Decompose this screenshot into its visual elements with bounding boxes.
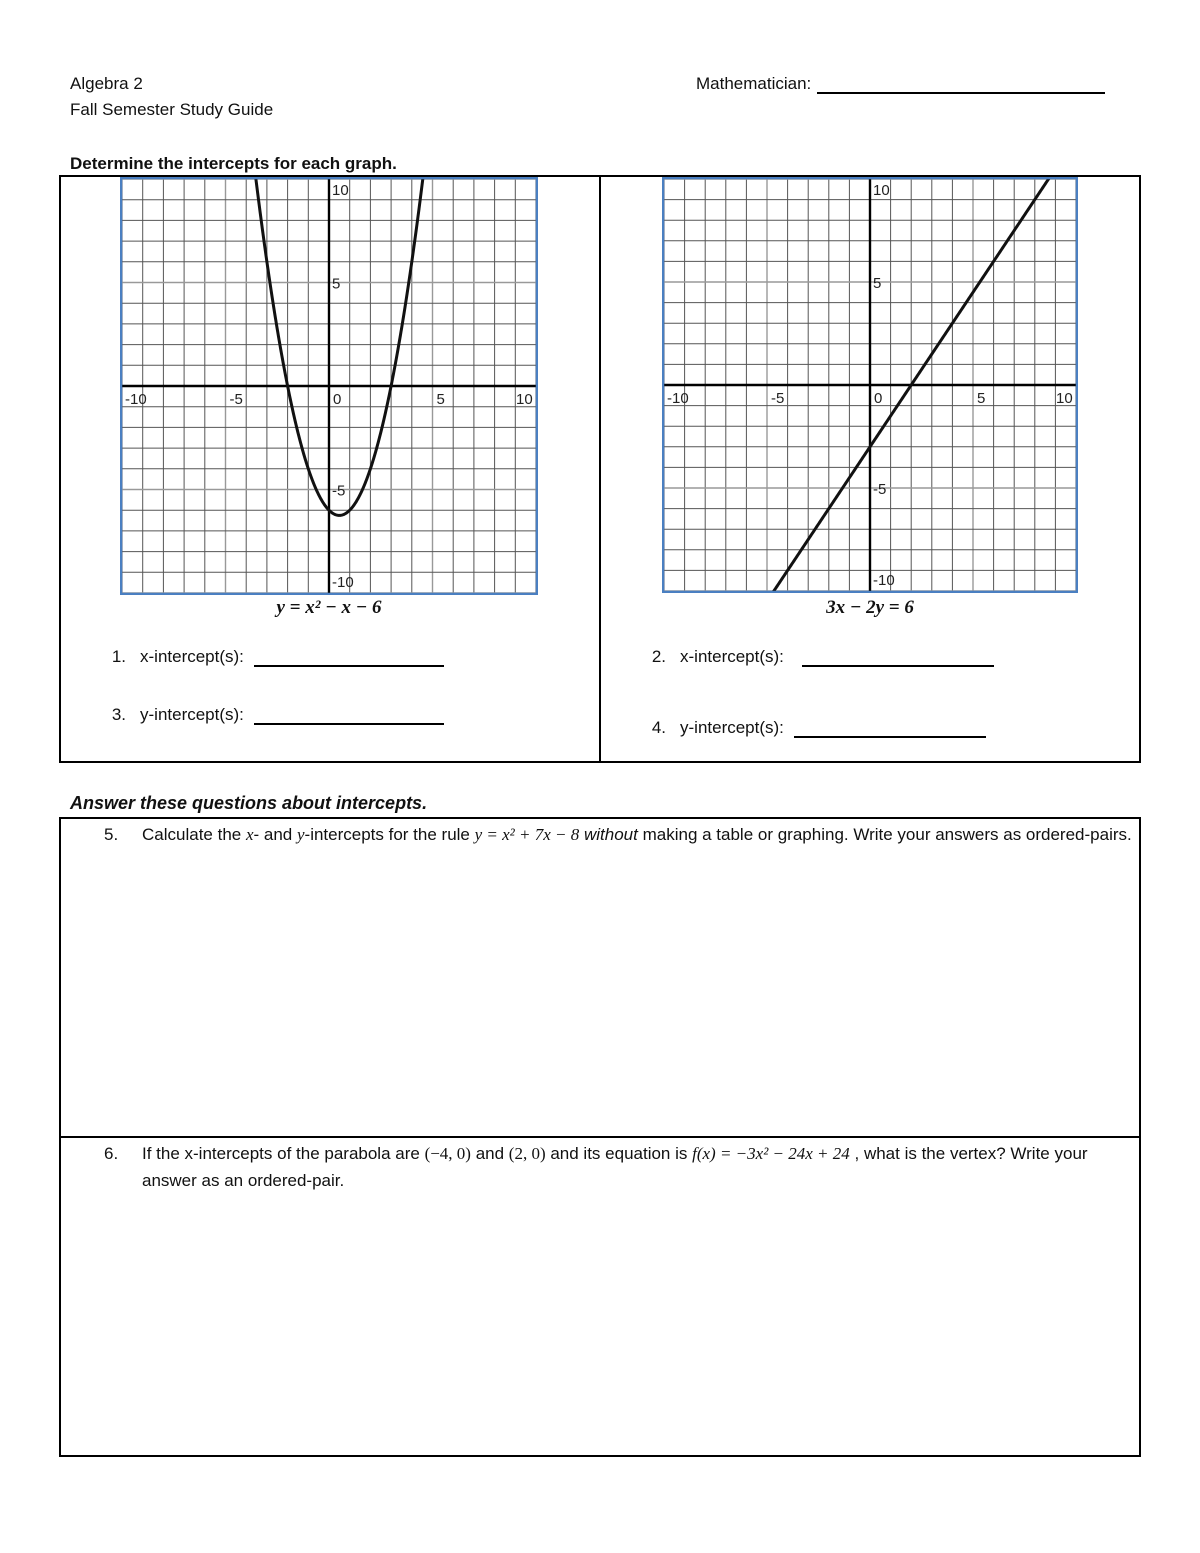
question-1 <box>88 647 444 667</box>
q6-text-part: If the x-intercepts of the parabola are <box>142 1144 425 1163</box>
y-tick-label: -10 <box>873 572 895 589</box>
q5-text-part: - and <box>253 825 297 844</box>
question-number: 4. <box>651 718 666 737</box>
q6-equation: f(x) = −3x² − 24x + 24 <box>692 1144 850 1163</box>
q5-text-part: making a table or graphing. Write your answers as ordered-pairs. <box>637 825 1132 844</box>
question-3 <box>88 705 444 725</box>
answer-blank-1[interactable] <box>254 647 444 667</box>
q5-rule: y = x² + 7x − 8 <box>474 825 580 844</box>
graph-parabola <box>120 177 538 595</box>
y-tick-label: 10 <box>332 182 349 199</box>
section2-title: Answer these questions about intercepts. <box>70 793 428 813</box>
table-divider <box>599 175 601 763</box>
q6-text-part: , what is the vertex? Write your answer as an ordered-pair. <box>142 1144 1088 1190</box>
name-blank[interactable] <box>817 74 1105 94</box>
table-row-divider <box>59 1136 1141 1138</box>
y-tick-label: -10 <box>332 574 354 591</box>
y-tick-label: 10 <box>873 182 890 199</box>
question-number: 2. <box>651 647 666 666</box>
q5-text-part: -intercepts for the rule <box>304 825 475 844</box>
question-4 <box>628 718 986 738</box>
question-number: 1. <box>111 647 126 666</box>
x-tick-label: -10 <box>667 390 689 407</box>
question-label: x-intercept(s): <box>140 647 244 666</box>
section1-title: Determine the intercepts for each graph. <box>70 154 397 173</box>
question-6-number: 6. <box>104 1144 119 1163</box>
answer-blank-2[interactable] <box>802 647 994 667</box>
question-5-number: 5. <box>104 825 119 844</box>
x-tick-label: 0 <box>333 391 342 408</box>
graph-line <box>662 177 1078 593</box>
question-label: x-intercept(s): <box>680 647 784 666</box>
q6-point-2: (2, 0) <box>508 1144 546 1163</box>
q5-text-part: Calculate the <box>142 825 246 844</box>
graph2-equation: 3x − 2y = 6 <box>826 597 914 618</box>
x-tick-label: -5 <box>229 391 243 408</box>
x-tick-label: -10 <box>125 391 147 408</box>
question-number: 3. <box>111 705 126 724</box>
x-tick-label: 10 <box>1056 390 1073 407</box>
course-title: Algebra 2 <box>70 74 143 93</box>
name-field <box>696 74 1105 94</box>
q5-x-var: x <box>245 825 254 844</box>
graph1-equation: y = x² − x − 6 <box>276 597 382 618</box>
x-tick-label: 10 <box>516 391 533 408</box>
answer-blank-4[interactable] <box>794 718 986 738</box>
q6-text-part: and <box>470 1144 509 1163</box>
question-label: y-intercept(s): <box>680 718 784 737</box>
y-tick-label: -5 <box>873 481 887 498</box>
x-tick-label: 5 <box>977 390 986 407</box>
x-tick-label: 5 <box>436 391 445 408</box>
answer-blank-3[interactable] <box>254 705 444 725</box>
document-subtitle: Fall Semester Study Guide <box>70 100 274 119</box>
question-5-text <box>142 821 1132 848</box>
x-tick-label: -5 <box>771 390 785 407</box>
x-tick-label: 0 <box>874 390 883 407</box>
q6-point-1: (−4, 0) <box>424 1144 471 1163</box>
name-label: Mathematician: <box>696 74 812 93</box>
q5-y-var: y <box>296 825 305 844</box>
question-6-text <box>142 1140 1132 1194</box>
y-tick-label: -5 <box>332 482 346 500</box>
question-2 <box>628 647 994 667</box>
q6-text-part: and its equation is <box>545 1144 693 1163</box>
y-tick-label: 5 <box>873 275 882 292</box>
question-label: y-intercept(s): <box>140 705 244 724</box>
q5-without: without <box>584 825 638 844</box>
y-tick-label: 5 <box>332 275 341 293</box>
